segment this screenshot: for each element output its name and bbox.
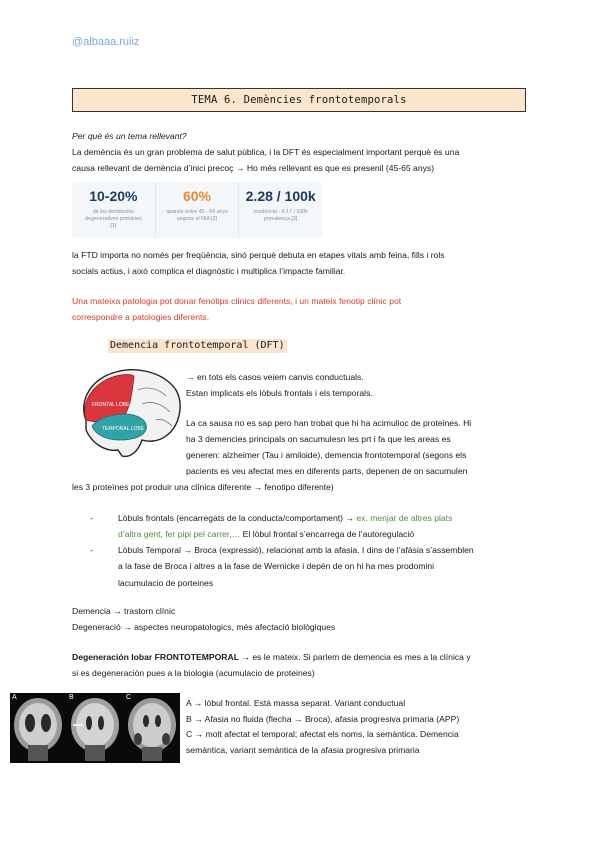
mri-scan (10, 693, 66, 763)
mri-images (10, 693, 180, 763)
mri-scan (67, 693, 123, 763)
ftd-line-2: socials actius, i això complica el diagnòstic i multiplica l’impacte familiar. (72, 266, 346, 276)
intro-line-2: causa rellevant de demència d’inici precoç → Ho més rellevant es que es presenil (45-65 anys) (72, 163, 435, 173)
def-dementia: Demencia → trastorn clínic (72, 606, 176, 616)
stat-value: 60% (182, 188, 212, 204)
mri-panel (67, 693, 123, 763)
list-item (90, 510, 530, 543)
dft-line-6: pacients es veu afectat mes en diferents parts, depenen de on sacumulen (186, 466, 468, 476)
intro-question: Per què és un tema rellevant? (72, 131, 187, 141)
mri-panel (10, 693, 66, 763)
dft-line-2: Estan implicats els lòbuls frontals i els temporals. (186, 388, 373, 398)
bullet-text-cont: El lòbul frontal s’encarrega de l’autoregulació (240, 529, 415, 540)
bullet-text: Lòbuls Temporal → Broca (expressió), relacionat amb la afasia. I dins de l’afàsia s’assemblen (118, 545, 474, 555)
mri-item: B → Afasia no fluida (flecha → Broca), afasia progresiva primaria (APP) (186, 713, 460, 724)
frontal-lobe-label: FRONTAL LOBE (92, 402, 130, 408)
lobar-rest: → es le mateix. Si parlem de demencia es mes a la clínica y (238, 652, 471, 662)
bullet-example-cont: d’altra gent, fer pipi pel carrer,… (118, 529, 241, 540)
section-heading: Demencia frontotemporal (DFT) (110, 340, 285, 351)
lobar-term: Degeneración lobar FRONTOTEMPORAL (72, 652, 239, 662)
list-item (90, 542, 530, 591)
temporal-lobe-label: TEMPORAL LOBE (102, 426, 145, 432)
mri-label: B (69, 694, 74, 701)
dft-line-1: → en tots els casos veiem canvis conductuals. (186, 372, 364, 382)
stat-card (239, 182, 322, 238)
stat-value: 2.28 / 100k (245, 188, 316, 204)
ftd-line-1: la FTD importa no només per freqüència, sinó perquè debuta en etapes vitals amb feina, fills i rols (72, 250, 445, 260)
dft-line-7: les 3 proteïnes pot produir una clínica diferente → fenotipo diferente) (72, 482, 334, 492)
red-note-line-1: Una mateixa patologia pot donar fenotips clínics diferents, i un mateix fenotip clínic pot (72, 296, 402, 306)
bullet-dash: - (90, 545, 93, 555)
stat-value: 10-20% (89, 188, 138, 204)
bullet-text: Lòbuls frontals (encarregats de la conducta/comportament) → (118, 513, 357, 523)
mri-item: C → molt afectat el temporal; afectat els noms, la semàntica. Demencia (186, 729, 459, 740)
dft-line-5: generen: alzheimer (Tau i amiloide), demencia frontotemporal (segons els (186, 450, 467, 460)
stat-card (156, 182, 240, 238)
bullet-example: ex. menjar de altres plats (356, 513, 453, 523)
intro-line-1: La demència és un gran problema de salut pública, i la DFT és especialment important perquè és una (72, 147, 460, 157)
dft-line-4: ha 3 demencies principals on sacumulesn les prt i fa que les areas es (186, 434, 451, 444)
brain-illustration (72, 360, 184, 470)
mri-label: A (12, 694, 17, 701)
mri-item: semántica, variant semántica de la afasia progresiva primaria (186, 744, 420, 755)
stats-panel (72, 182, 322, 238)
mri-description (186, 696, 526, 758)
mri-label: C (126, 694, 132, 701)
lobar-line-2: si es degeneración pues a la biologia (acumulacio de proteines) (72, 668, 315, 678)
mri-panel (124, 693, 180, 763)
bullet-text-l2: a la fase de Broca i altres a la fase de Wernicke i depèn de on hi ha mes prodomini (118, 561, 435, 572)
def-degeneration: Degeneració → aspectes neuropatologics, més afectació biològiques (72, 622, 336, 632)
stat-card (72, 182, 156, 238)
mri-scan (124, 693, 180, 763)
stat-caption: de les demències degeneratives primàries [1] (85, 209, 142, 229)
dft-line-3: La ca sausa no es sap pero han trobat que hi ha acimulioc de proteines. Hi (186, 418, 472, 428)
bullet-text-l3: lacumulacio de porteines (118, 577, 214, 588)
lobar-line-1 (72, 649, 530, 665)
title-text: TEMA 6. Demències frontotemporals (191, 94, 407, 106)
mri-item: A → lòbul frontal. Està massa separat. Variant conductual (186, 698, 406, 708)
stat-caption: apareix entre 45 - 64 anys segons el NIA [2] (166, 209, 228, 222)
stat-caption: incidència · 9.17 / 100k prevalença [3] (253, 209, 308, 222)
author-handle: @albaaa.ruiiz (72, 36, 140, 48)
bullet-dash: - (90, 513, 93, 523)
document-title (72, 88, 526, 112)
red-note-line-2: correspondre a patologies diferents. (72, 312, 210, 322)
